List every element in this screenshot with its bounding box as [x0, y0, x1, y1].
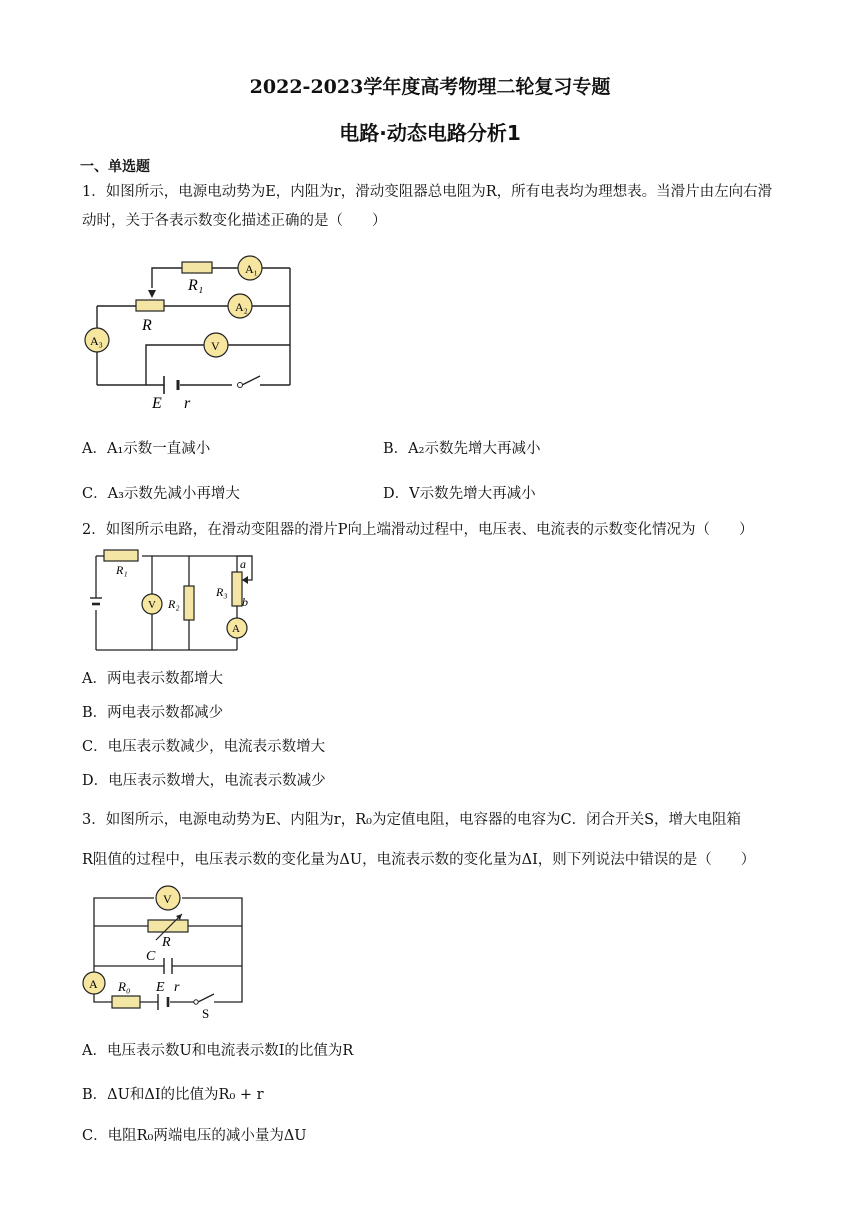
q3-option-b[interactable]: B．ΔU和ΔI的比值为R₀ + r — [82, 1087, 264, 1103]
question-1-stem: 1．如图所示，电源电动势为E，内阻为r，滑动变阻器总电阻为R，所有电表均为理想表。当滑片由左向右滑动时，关于各表示数变化描述正确的是（ ） — [82, 184, 773, 229]
switch-icon — [194, 1000, 198, 1004]
question-3-circuit-figure — [82, 880, 252, 1020]
question-3-stem-line2: R阻值的过程中，电压表示数的变化量为ΔU，电流表示数的变化量为ΔI，则下列说法中错误的是（ ） — [82, 852, 756, 868]
label-b-end: b — [242, 595, 248, 609]
section-heading: 一、单选题 — [80, 159, 150, 175]
question-2-circuit-figure — [82, 544, 272, 656]
label-r0: R₀ — [118, 979, 131, 994]
label-r-internal: r — [184, 395, 191, 410]
label-s: S — [202, 1006, 210, 1020]
label-a: A — [89, 977, 98, 991]
q3-option-c[interactable]: C．电阻R₀两端电压的减小量为ΔU — [82, 1128, 307, 1144]
label-v: V — [148, 599, 156, 611]
question-2-stem: 2．如图所示电路，在滑动变阻器的滑片P向上端滑动过程中，电压表、电流表的示数变化情况为（ ） — [82, 522, 754, 538]
label-r: R — [162, 935, 171, 950]
label-r2: R₂ — [168, 597, 180, 611]
label-v: V — [211, 339, 220, 353]
q2-option-d[interactable]: D．电压表示数增大，电流表示数减少 — [82, 773, 326, 789]
label-a2: A₂ — [235, 300, 248, 314]
label-a3: A₃ — [90, 334, 103, 348]
label-r3: R₃ — [216, 585, 228, 599]
question-3-stem-line1: 3．如图所示，电源电动势为E、内阻为r，R₀为定值电阻，电容器的电容为C．闭合开关S，增大电阻箱 — [82, 812, 741, 828]
q1-option-a[interactable]: A．A₁示数一直减小 — [82, 441, 211, 457]
question-1-circuit-figure — [82, 248, 312, 410]
label-v: V — [163, 892, 172, 906]
q1-option-d[interactable]: D．V示数先增大再减小 — [383, 486, 536, 502]
resistor-r0 — [112, 996, 140, 1008]
rheostat-r3 — [232, 572, 242, 606]
q2-option-c[interactable]: C．电压表示数减少，电流表示数增大 — [82, 739, 326, 755]
resistance-box-r — [148, 920, 188, 932]
label-r: R — [142, 317, 152, 334]
page-subtitle: 电路·动态电路分析1 — [339, 121, 521, 145]
q3-option-a[interactable]: A．电压表示数U和电流表示数I的比值为R — [82, 1043, 354, 1059]
label-r-internal: r — [174, 980, 180, 995]
slider-arrow-icon — [242, 576, 248, 584]
switch-icon — [238, 383, 243, 388]
q1-option-c[interactable]: C．A₃示数先减小再增大 — [82, 486, 240, 502]
label-e: E — [156, 980, 165, 995]
label-c: C — [146, 949, 156, 964]
label-a1: A₁ — [245, 262, 258, 276]
resistor-r2 — [184, 586, 194, 620]
label-a: A — [232, 623, 240, 635]
resistor-r1 — [104, 550, 138, 561]
label-e: E — [152, 395, 162, 410]
label-a-end: a — [240, 557, 246, 571]
label-r1: R₁ — [188, 277, 204, 294]
page-title: 2022-2023学年度高考物理二轮复习专题 — [249, 76, 611, 98]
slider-arrow-icon — [148, 290, 156, 298]
q2-option-a[interactable]: A．两电表示数都增大 — [82, 671, 223, 687]
resistor-r1 — [182, 262, 212, 273]
rheostat-r — [136, 300, 164, 311]
label-r1: R₁ — [116, 563, 128, 577]
q1-option-b[interactable]: B．A₂示数先增大再减小 — [383, 441, 541, 457]
q2-option-b[interactable]: B．两电表示数都减少 — [82, 705, 224, 721]
